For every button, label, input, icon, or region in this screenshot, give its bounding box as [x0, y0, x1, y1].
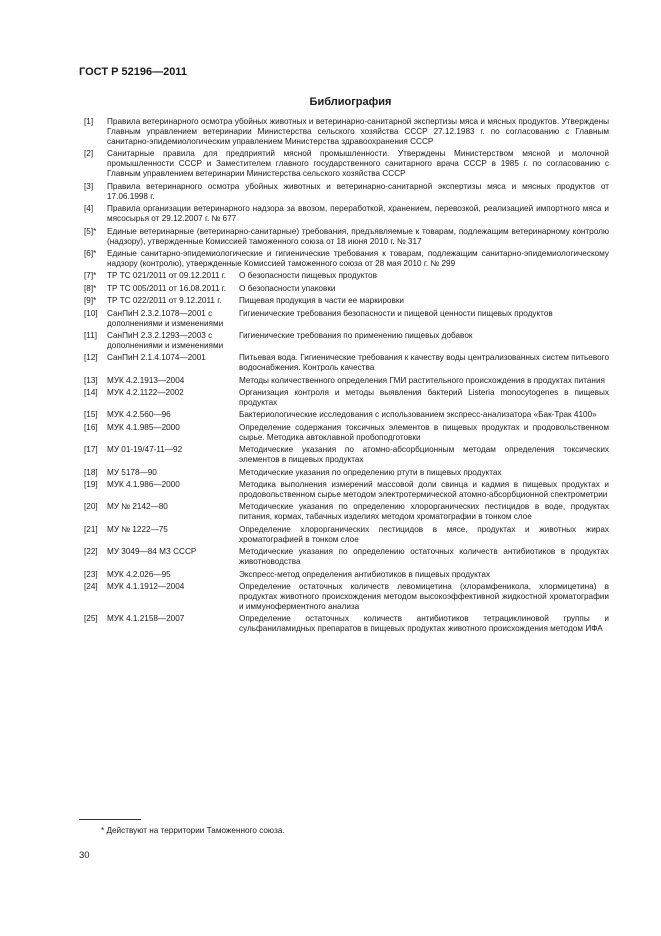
entry-number: [12] — [84, 353, 98, 363]
entry-number: [17] — [84, 445, 98, 455]
entry-description: Пищевая продукция в части ее маркировки — [239, 296, 404, 306]
entry-code: МУК 4.2.026—95 — [107, 569, 171, 579]
section-title: Библиография — [309, 96, 392, 108]
entry-code: СанПиН 2.3.2.1293—2003 с дополнениями и изменениями — [107, 330, 224, 350]
footnote: * Действуют на территории Таможенного союза. — [101, 826, 285, 835]
page-number: 30 — [79, 850, 90, 861]
bibliography-entry — [84, 570, 609, 580]
entry-number: [15] — [84, 410, 98, 420]
entry-number: [10] — [84, 308, 98, 318]
entry-description: Определение остаточных количеств левомицетина (хлорамфеникола, хлормицетина) в продуктах животного происхождения методом высокоэффективной жидкостной хроматографии и иммуноферментного анализа — [239, 581, 609, 611]
footnote-divider — [79, 819, 141, 820]
bibliography-entry — [84, 149, 609, 179]
entry-text: Единые ветеринарные (ветеринарно-санитарные) требования, предъявляемые к товарам, подлежащим ветеринарному контролю (надзору), утвержденные Комиссией таможенного союза от 18 июня 2010 г. № 317 — [107, 226, 609, 246]
entry-number: [9]* — [84, 296, 97, 306]
bibliography-entry — [84, 445, 609, 465]
bibliography-entry — [84, 271, 609, 281]
entry-number: [25] — [84, 614, 98, 624]
entry-number: [21] — [84, 524, 98, 534]
entry-description: Определение содержания токсичных элементов в пищевых продуктах и продовольственном сырье. Методика автоклавной пробоподготовки — [239, 422, 609, 442]
entry-code: МУК 4.1.986—2000 — [107, 480, 180, 490]
entry-code: ТР ТС 021/2011 от 09.12.2011 г. — [107, 271, 227, 281]
bibliography-full-entries — [84, 117, 609, 269]
entry-number: [6]* — [84, 248, 97, 258]
bibliography-entry — [84, 182, 609, 202]
entry-code: МУ 5178—90 — [107, 467, 157, 477]
bibliography-list — [84, 117, 609, 637]
entry-number: [16] — [84, 422, 98, 432]
entry-number: [18] — [84, 467, 98, 477]
bibliography-entry — [84, 423, 609, 443]
bibliography-entry — [84, 376, 609, 386]
entry-text: Правила организации ветеринарного надзора за ввозом, переработкой, хранением, перевозкой, реализацией импортного мяса и мясосырья от 29.12.2007 г. № 677 — [107, 204, 609, 224]
bibliography-entry — [84, 525, 609, 545]
entry-description: Методы количественного определения ГМИ растительного происхождения в продуктах питания — [239, 375, 605, 385]
entry-code: СанПиН 2.3.2.1078—2001 с дополнениями и изменениями — [107, 308, 224, 328]
bibliography-entry — [84, 480, 609, 500]
entry-text: Санитарные правила для предприятий мясной промышленности. Утверждены Министерством мясной и молочной промышленности СССР и Заместителем главного государственного санитарного врача СССР в 1985 г. по согласованию с Главным управлением ветеринарии Министерства сельского хозяйства СССР — [107, 149, 609, 179]
entry-description: Методические указания по определению остаточных количеств антибиотиков в продуктах животноводства — [239, 547, 609, 567]
bibliography-entry — [84, 582, 609, 612]
entry-description: О безопасности пищевых продуктов — [239, 271, 377, 281]
entry-description: Определение остаточных количеств антибиотиков тетрациклиновой группы и сульфаниламидных препаратов в пищевых продуктах животного происхождения методом ИФА — [239, 614, 609, 634]
bibliography-entry — [84, 284, 609, 294]
entry-number: [2] — [84, 149, 94, 159]
entry-number: [23] — [84, 569, 98, 579]
entry-description: Экспресс-метод определения антибиотиков в пищевых продуктах — [239, 569, 491, 579]
entry-description: Методические указания по определению ртути в пищевых продуктах — [239, 467, 502, 477]
entry-description: Гигиенические требования безопасности и пищевой ценности пищевых продуктов — [239, 308, 553, 318]
entry-number: [8]* — [84, 283, 97, 293]
entry-description: О безопасности упаковки — [239, 283, 336, 293]
entry-code: МУ 3049—84 МЗ СССР — [107, 547, 197, 557]
entry-number: [13] — [84, 375, 98, 385]
bibliography-entry — [84, 117, 609, 147]
entry-number: [5]* — [84, 226, 97, 236]
entry-code: МУК 4.2.1913—2004 — [107, 375, 185, 385]
entry-description: Методические указания по атомно-абсорбционным методам определения токсических элементов в пищевых продуктах — [239, 445, 609, 465]
entry-code: МУ № 1222—75 — [107, 524, 168, 534]
bibliography-table-entries — [84, 271, 609, 634]
bibliography-entry — [84, 296, 609, 306]
bibliography-entry — [84, 227, 609, 247]
entry-text: Правила ветеринарного осмотра убойных животных и ветеринарно-санитарной экспертизы мяса и мясных продуктов. Утверждены Главным управлением ветеринарии Министерства сельского хозяйства СССР 27.12.1983 г. по согласованию с Главным санитарно-эпидемиологическим управлением Министерства здравоохранения СССР — [107, 117, 609, 146]
entry-number: [22] — [84, 547, 98, 557]
entry-code: МУК 4.2.560—96 — [107, 410, 171, 420]
entry-text: Правила ветеринарного осмотра убойных животных и ветеринарно-санитарной экспертизы мяса и мясных продуктов от 17.06.1998 г. — [107, 181, 609, 201]
entry-code: МУ № 2142—80 — [107, 502, 168, 512]
entry-description: Методика выполнения измерений массовой доли свинца и кадмия в пищевых продуктах и продовольственном сырье методом электротермической атомно-абсорбционной спектрометрии — [239, 480, 609, 500]
entry-number: [3] — [84, 181, 94, 191]
bibliography-entry — [84, 249, 609, 269]
bibliography-entry — [84, 204, 609, 224]
bibliography-entry — [84, 502, 609, 522]
entry-description: Организация контроля и методы выявления бактерий Listeria monocytogenes в пищевых продуктах — [239, 388, 609, 408]
entry-number: [20] — [84, 502, 98, 512]
entry-description: Гигиенические требования по применению пищевых добавок — [239, 330, 473, 340]
entry-code: СанПиН 2.1.4.1074—2001 — [107, 353, 206, 363]
entry-code: МУ 01-19/47-11—92 — [107, 445, 183, 455]
entry-description: Бактериологические исследования с использованием экспресс-анализатора «Бак-Трак 4100» — [239, 410, 597, 420]
document-header: ГОСТ Р 52196—2011 — [79, 66, 187, 78]
entry-number: [4] — [84, 204, 94, 214]
entry-code: МУК 4.1.1912—2004 — [107, 581, 185, 591]
bibliography-entry — [84, 410, 609, 420]
entry-number: [24] — [84, 581, 98, 591]
entry-number: [7]* — [84, 271, 97, 281]
entry-code: МУК 4.1.985—2000 — [107, 422, 180, 432]
entry-code: МУК 4.2.1122—2002 — [107, 388, 184, 398]
entry-description: Определение хлорорганических пестицидов в мясе, продуктах и животных жирах хроматографией в тонком слое — [239, 524, 609, 544]
entry-number: [11] — [84, 330, 98, 340]
bibliography-entry — [84, 388, 609, 408]
entry-text: Единые санитарно-эпидемиологические и гигиенические требования к товарам, подлежащим санитарно-эпидемиологическому надзору (контролю), утвержденные Комиссией таможенного союза от 28 мая 2010 г. № 299 — [107, 248, 609, 268]
entry-number: [19] — [84, 480, 98, 490]
bibliography-entry — [84, 468, 609, 478]
bibliography-entry — [84, 547, 609, 567]
entry-code: МУК 4.1.2158—2007 — [107, 614, 185, 624]
entry-description: Методические указания по определению хлорорганических пестицидов в воде, продуктах питания, кормах, табачных изделиях методом хроматографии в тонком слое — [239, 502, 609, 522]
entry-code: ТР ТС 005/2011 от 16.08.2011 г. — [107, 283, 227, 293]
entry-description: Питьевая вода. Гигиенические требования к качеству воды централизованных систем питьевого водоснабжения. Контроль качества — [239, 353, 609, 373]
entry-number: [14] — [84, 388, 98, 398]
entry-number: [1] — [84, 117, 94, 126]
bibliography-entry — [84, 353, 609, 373]
bibliography-entry — [84, 331, 609, 351]
bibliography-entry — [84, 309, 609, 329]
entry-code: ТР ТС 022/2011 от 9.12.2011 г. — [107, 296, 222, 306]
bibliography-entry — [84, 614, 609, 634]
